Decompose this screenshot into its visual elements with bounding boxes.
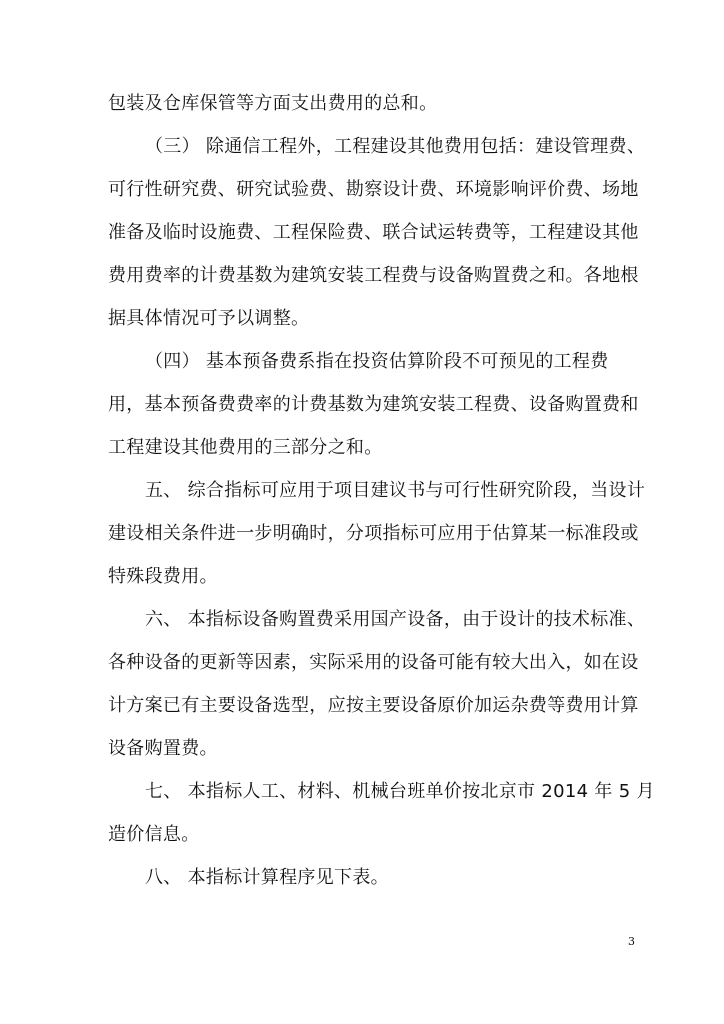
text-line: 据具体情况可予以调整。 [108, 308, 310, 329]
text-line: 设备购置费。 [108, 738, 218, 759]
paragraph-5-start: 五、 综合指标可应用于项目建议书与可行性研究阶段，当设计 [145, 480, 646, 501]
text-line: 费用费率的计费基数为建筑安装工程费与设备购置费之和。各地根 [108, 265, 639, 286]
text-line: 计方案已有主要设备选型，应按主要设备原价加运杂费等费用计算 [108, 695, 639, 716]
page-number: 3 [628, 935, 635, 948]
paragraph-8-start: 八、 本指标计算程序见下表。 [145, 867, 389, 888]
text-line: 用，基本预备费费率的计费基数为建筑安装工程费、设备购置费和 [108, 394, 639, 415]
paragraph-4-start: （四） 基本预备费系指在投资估算阶段不可预见的工程费 [145, 351, 609, 372]
text-line: 可行性研究费、研究试验费、勘察设计费、环境影响评价费、场地 [108, 179, 639, 200]
text-line: 准备及临时设施费、工程保险费、联合试运转费等，工程建设其他 [108, 222, 639, 243]
text-line: 包装及仓库保管等方面支出费用的总和。 [108, 93, 438, 114]
paragraph-7-start: 七、 本指标人工、材料、机械台班单价按北京市 2014 年 5 月 [145, 781, 655, 802]
paragraph-6-start: 六、 本指标设备购置费采用国产设备，由于设计的技术标准、 [145, 609, 646, 630]
text-line: 特殊段费用。 [108, 566, 218, 587]
text-line: 各种设备的更新等因素，实际采用的设备可能有较大出入，如在设 [108, 652, 639, 673]
text-line: 造价信息。 [108, 824, 200, 845]
paragraph-3-start: （三） 除通信工程外，工程建设其他费用包括：建设管理费、 [145, 136, 646, 157]
text-line: 建设相关条件进一步明确时，分项指标可应用于估算某一标准段或 [108, 523, 639, 544]
text-line: 工程建设其他费用的三部分之和。 [108, 437, 383, 458]
